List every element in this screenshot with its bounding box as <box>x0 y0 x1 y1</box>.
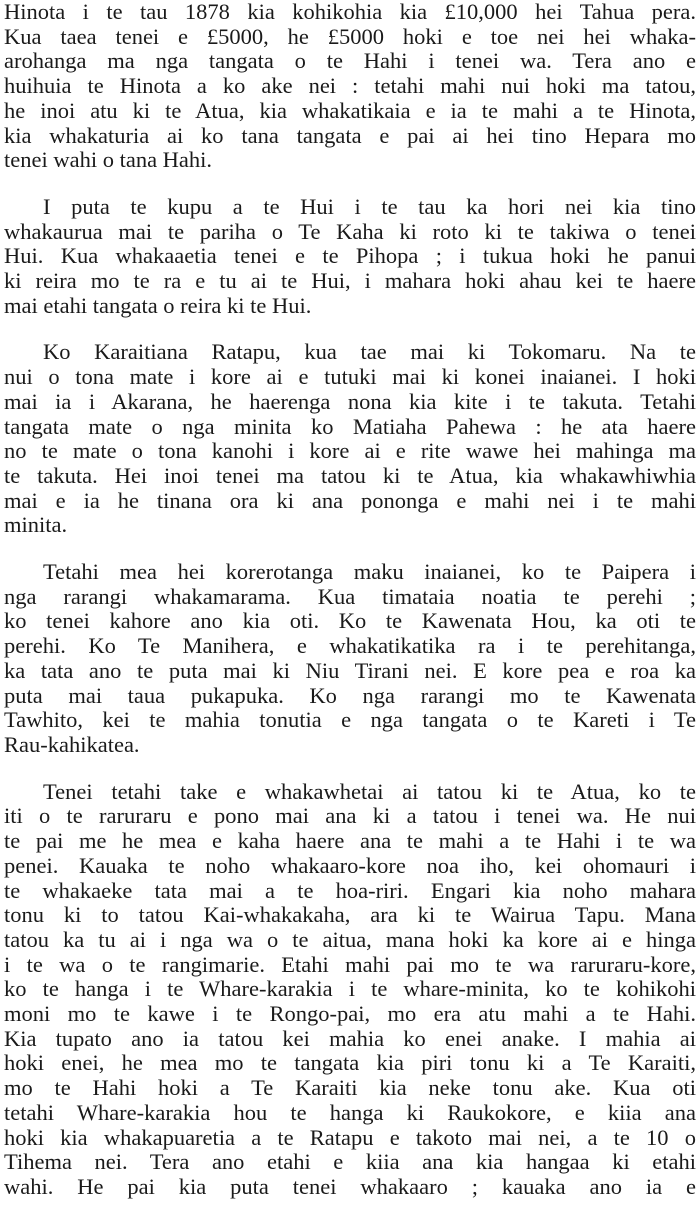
paragraph <box>4 780 696 1200</box>
text-line: tetahi Whare-karakia hou te hanga ki Raukokore, e kiia ana <box>4 1099 696 1125</box>
text-line: Hinota i te tau 1878 kia kohikohia kia £10,000 hei Tahua pera. <box>4 0 696 24</box>
text-line: kia whakaturia ai ko tana tangata e pai ai hei tino Hepara mo <box>4 122 696 148</box>
text-line: Rau-kahikatea. <box>4 731 140 757</box>
paragraph <box>4 0 696 173</box>
paragraph <box>4 340 696 538</box>
text-line: mai e ia he tinana ora ki ana pononga e mahi nei i te mahi <box>4 487 696 513</box>
text-line: Tetahi mea hei korerotanga maku inaianei, ko te Paipera i <box>43 559 696 585</box>
text-line: iti o te raruraru e pono mai ana ki a tatou i tenei wa. He nui <box>4 803 696 829</box>
paragraph-gap <box>4 318 696 340</box>
text-line: ka tata ano te puta mai ki Niu Tirani nei. E kore pea e roa ka <box>4 657 696 683</box>
text-line: nui o tona mate i kore ai e tutuki mai ki konei inaianei. I hoki <box>4 364 696 390</box>
text-line: nga rarangi whakamarama. Kua timataia noatia te perehi ; <box>4 583 696 609</box>
text-line: wahi. He pai kia puta tenei whakaaro ; kauaka ano ia e <box>4 1173 696 1199</box>
text-line: Kia tupato ano ia tatou kei mahia ko enei anake. I mahia ai <box>4 1025 696 1051</box>
text-line: puta mai taua pukapuka. Ko nga rarangi mo te Kawenata <box>4 682 696 708</box>
text-line: ko tenei kahore ano kia oti. Ko te Kawenata Hou, ka oti te <box>4 608 696 634</box>
text-line: tatou ka tu ai i nga wa o te aitua, mana hoki ka kore ai e hinga <box>4 926 696 952</box>
text-line: tenei wahi o tana Hahi. <box>4 147 213 173</box>
text-line: hoki enei, he mea mo te tangata kia piri tonu ki a Te Karaiti, <box>4 1050 696 1076</box>
text-line: moni mo te kawe i te Rongo-pai, mo era atu mahi a te Hahi. <box>4 1001 696 1027</box>
text-line: arohanga ma nga tangata o te Hahi i tenei wa. Tera ano e <box>4 48 696 74</box>
text-line: minita. <box>4 512 68 538</box>
text-line: Ko Karaitiana Ratapu, kua tae mai ki Tokomaru. Na te <box>43 339 696 365</box>
text-line: Tihema nei. Tera ano etahi e kiia ana kia hangaa ki etahi <box>4 1149 696 1175</box>
text-line: Tawhito, kei te mahia tonutia e nga tangata o te Kareti i Te <box>4 707 696 733</box>
text-line: mai ia i Akarana, he haerenga nona kia kite i te takuta. Tetahi <box>4 388 696 414</box>
text-line: i te wa o te rangimarie. Etahi mahi pai mo te wa raruraru-kore, <box>4 951 696 977</box>
text-line: ki reira mo te ra e tu ai te Hui, i mahara hoki ahau kei te haere <box>4 268 696 294</box>
text-line: tonu ki to tatou Kai-whakakaha, ara ki te Wairua Tapu. Mana <box>4 902 696 928</box>
text-line: perehi. Ko Te Manihera, e whakatikatika ra i te perehitanga, <box>4 633 696 659</box>
text-line: mo te Hahi hoki a Te Karaiti kia neke tonu ake. Kua oti <box>4 1075 696 1101</box>
text-line: he inoi atu ki te Atua, kia whakatikaia e ia te mahi a te Hinota, <box>4 97 696 123</box>
paragraph-gap <box>4 173 696 195</box>
text-line: Hui. Kua whakaaetia tenei e te Pihopa ; i tukua hoki he panui <box>4 243 696 269</box>
text-line: hoki kia whakapuaretia a te Ratapu e takoto mai nei, a te 10 o <box>4 1124 696 1150</box>
paragraph <box>4 195 696 319</box>
text-line: Kua taea tenei e £5000, he £5000 hoki e toe nei hei whaka- <box>4 23 696 49</box>
text-line: te pai me he mea e kaha haere ana te mahi a te Hahi i te wa <box>4 828 696 854</box>
text-line: mai etahi tangata o reira ki te Hui. <box>4 292 312 318</box>
text-line: te takuta. Hei inoi tenei ma tatou ki te Atua, kia whakawhiwhia <box>4 462 696 488</box>
text-line: te whakaeke tata mai a te hoa-riri. Engari kia noho mahara <box>4 877 696 903</box>
text-line: penei. Kauaka te noho whakaaro-kore noa iho, kei ohomauri i <box>4 852 696 878</box>
paragraph-gap <box>4 538 696 560</box>
text-line: tangata mate o nga minita ko Matiaha Pahewa : he ata haere <box>4 413 696 439</box>
paragraph-gap <box>4 758 696 780</box>
document-page <box>4 0 696 1200</box>
paragraph <box>4 560 696 758</box>
text-line: no te mate o tona kanohi i kore ai e rite wawe hei mahinga ma <box>4 438 696 464</box>
text-line: whakaurua mai te pariha o Te Kaha ki roto ki te takiwa o tenei <box>4 218 696 244</box>
text-line: I puta te kupu a te Hui i te tau ka hori nei kia tino <box>43 193 696 219</box>
text-line: ko te hanga i te Whare-karakia i te whare-minita, ko te kohikohi <box>4 976 696 1002</box>
text-line: Tenei tetahi take e whakawhetai ai tatou ki te Atua, ko te <box>43 778 696 804</box>
text-line: huihuia te Hinota a ko ake nei : tetahi mahi nui hoki ma tatou, <box>4 73 696 99</box>
